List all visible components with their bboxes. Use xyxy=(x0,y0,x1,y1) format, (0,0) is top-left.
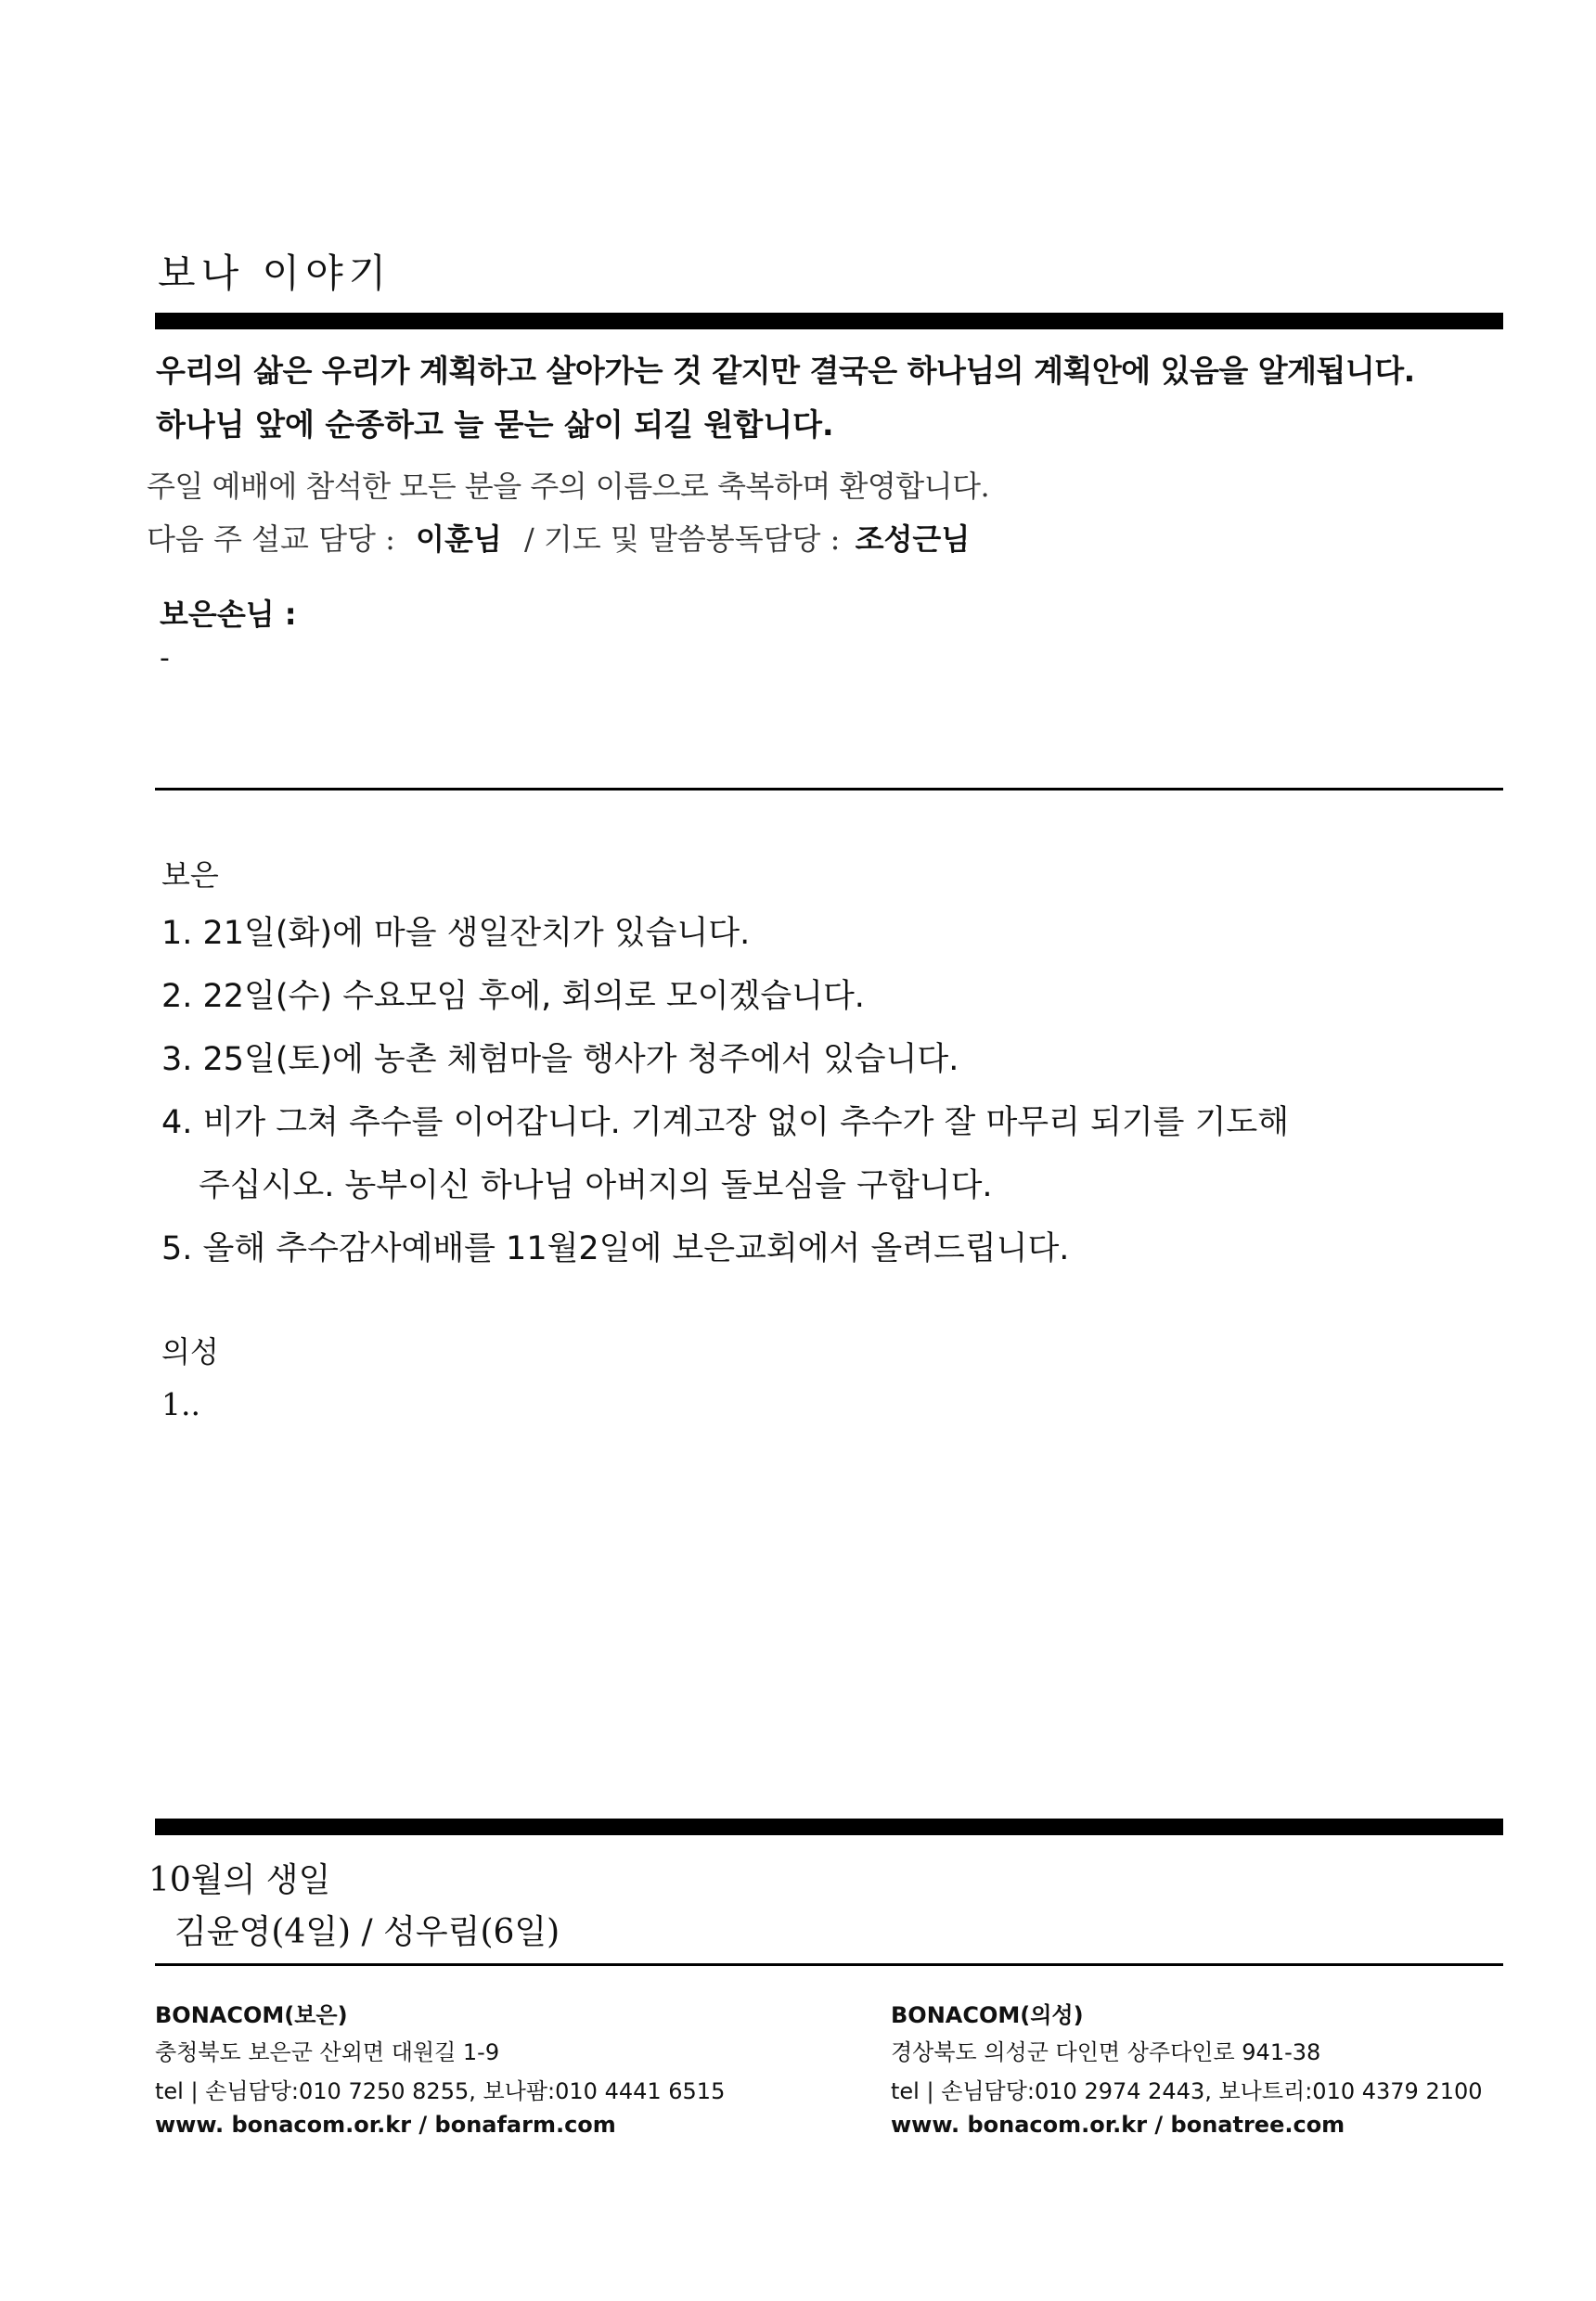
boeun-item: 3. 25일(토)에 농촌 체험마을 행사가 청주에서 있습니다. xyxy=(161,1041,959,1078)
uiseong-heading: 의성 xyxy=(161,1334,219,1369)
birthday-names: 김윤영(4일) / 성우림(6일) xyxy=(174,1913,560,1951)
sermon-person: 이훈님 xyxy=(416,521,502,557)
boeun-item: 4. 비가 그쳐 추수를 이어갑니다. 기계고장 없이 추수가 잘 마무리 되기를 기도해 xyxy=(161,1104,1290,1141)
footer-left-tel: tel | 손님담당:010 7250 8255, 보나팜:010 4441 6515 xyxy=(155,2078,726,2104)
uiseong-item: 1.. xyxy=(161,1386,200,1422)
footer-left-address: 충청북도 보은군 산외면 대원길 1-9 xyxy=(155,2039,500,2065)
next-week-label: 다음 주 설교 담당 : xyxy=(147,521,395,557)
page-title: 보나 이야기 xyxy=(158,251,393,296)
guests-label: 보은손님 : xyxy=(160,597,297,632)
footer-right-tel: tel | 손님담당:010 2974 2443, 보나트리:010 4379 2100 xyxy=(891,2078,1483,2104)
boeun-item-continued: 주십시오. 농부이신 하나님 아버지의 돌보심을 구합니다. xyxy=(199,1167,993,1204)
prayer-label: / 기도 및 말씀봉독담당 : xyxy=(523,521,841,557)
boeun-item: 5. 올해 추수감사예배를 11월2일에 보은교회에서 올려드립니다. xyxy=(161,1230,1070,1267)
next-week-line xyxy=(147,516,970,559)
birthday-divider xyxy=(155,1819,1503,1835)
footer-right-web[interactable]: www. bonacom.or.kr / bonatree.com xyxy=(891,2112,1345,2138)
title-divider xyxy=(155,313,1503,329)
welcome-line: 주일 예배에 참석한 모든 분을 주의 이름으로 축복하며 환영합니다. xyxy=(147,469,990,504)
footer-left-org: BONACOM(보은) xyxy=(155,2002,348,2028)
guests-value: - xyxy=(160,642,170,675)
footer-left-web[interactable]: www. bonacom.or.kr / bonafarm.com xyxy=(155,2112,616,2138)
footer-right-address: 경상북도 의성군 다인면 상주다인로 941-38 xyxy=(891,2039,1321,2065)
boeun-item: 1. 21일(화)에 마을 생일잔치가 있습니다. xyxy=(161,915,751,952)
intro-line-2: 하나님 앞에 순종하고 늘 묻는 삶이 되길 원합니다. xyxy=(156,406,834,443)
footer-divider xyxy=(155,1963,1503,1966)
footer-right-org: BONACOM(의성) xyxy=(891,2002,1084,2028)
birthday-heading: 10월의 생일 xyxy=(148,1861,331,1899)
boeun-heading: 보은 xyxy=(161,857,219,893)
boeun-item: 2. 22일(수) 수요모임 후에, 회의로 모이겠습니다. xyxy=(161,978,865,1015)
prayer-person: 조성근님 xyxy=(855,521,971,557)
section-divider xyxy=(155,788,1503,791)
intro-line-1: 우리의 삶은 우리가 계획하고 살아가는 것 같지만 결국은 하나님의 계획안에 있음을 알게됩니다. xyxy=(156,353,1415,389)
